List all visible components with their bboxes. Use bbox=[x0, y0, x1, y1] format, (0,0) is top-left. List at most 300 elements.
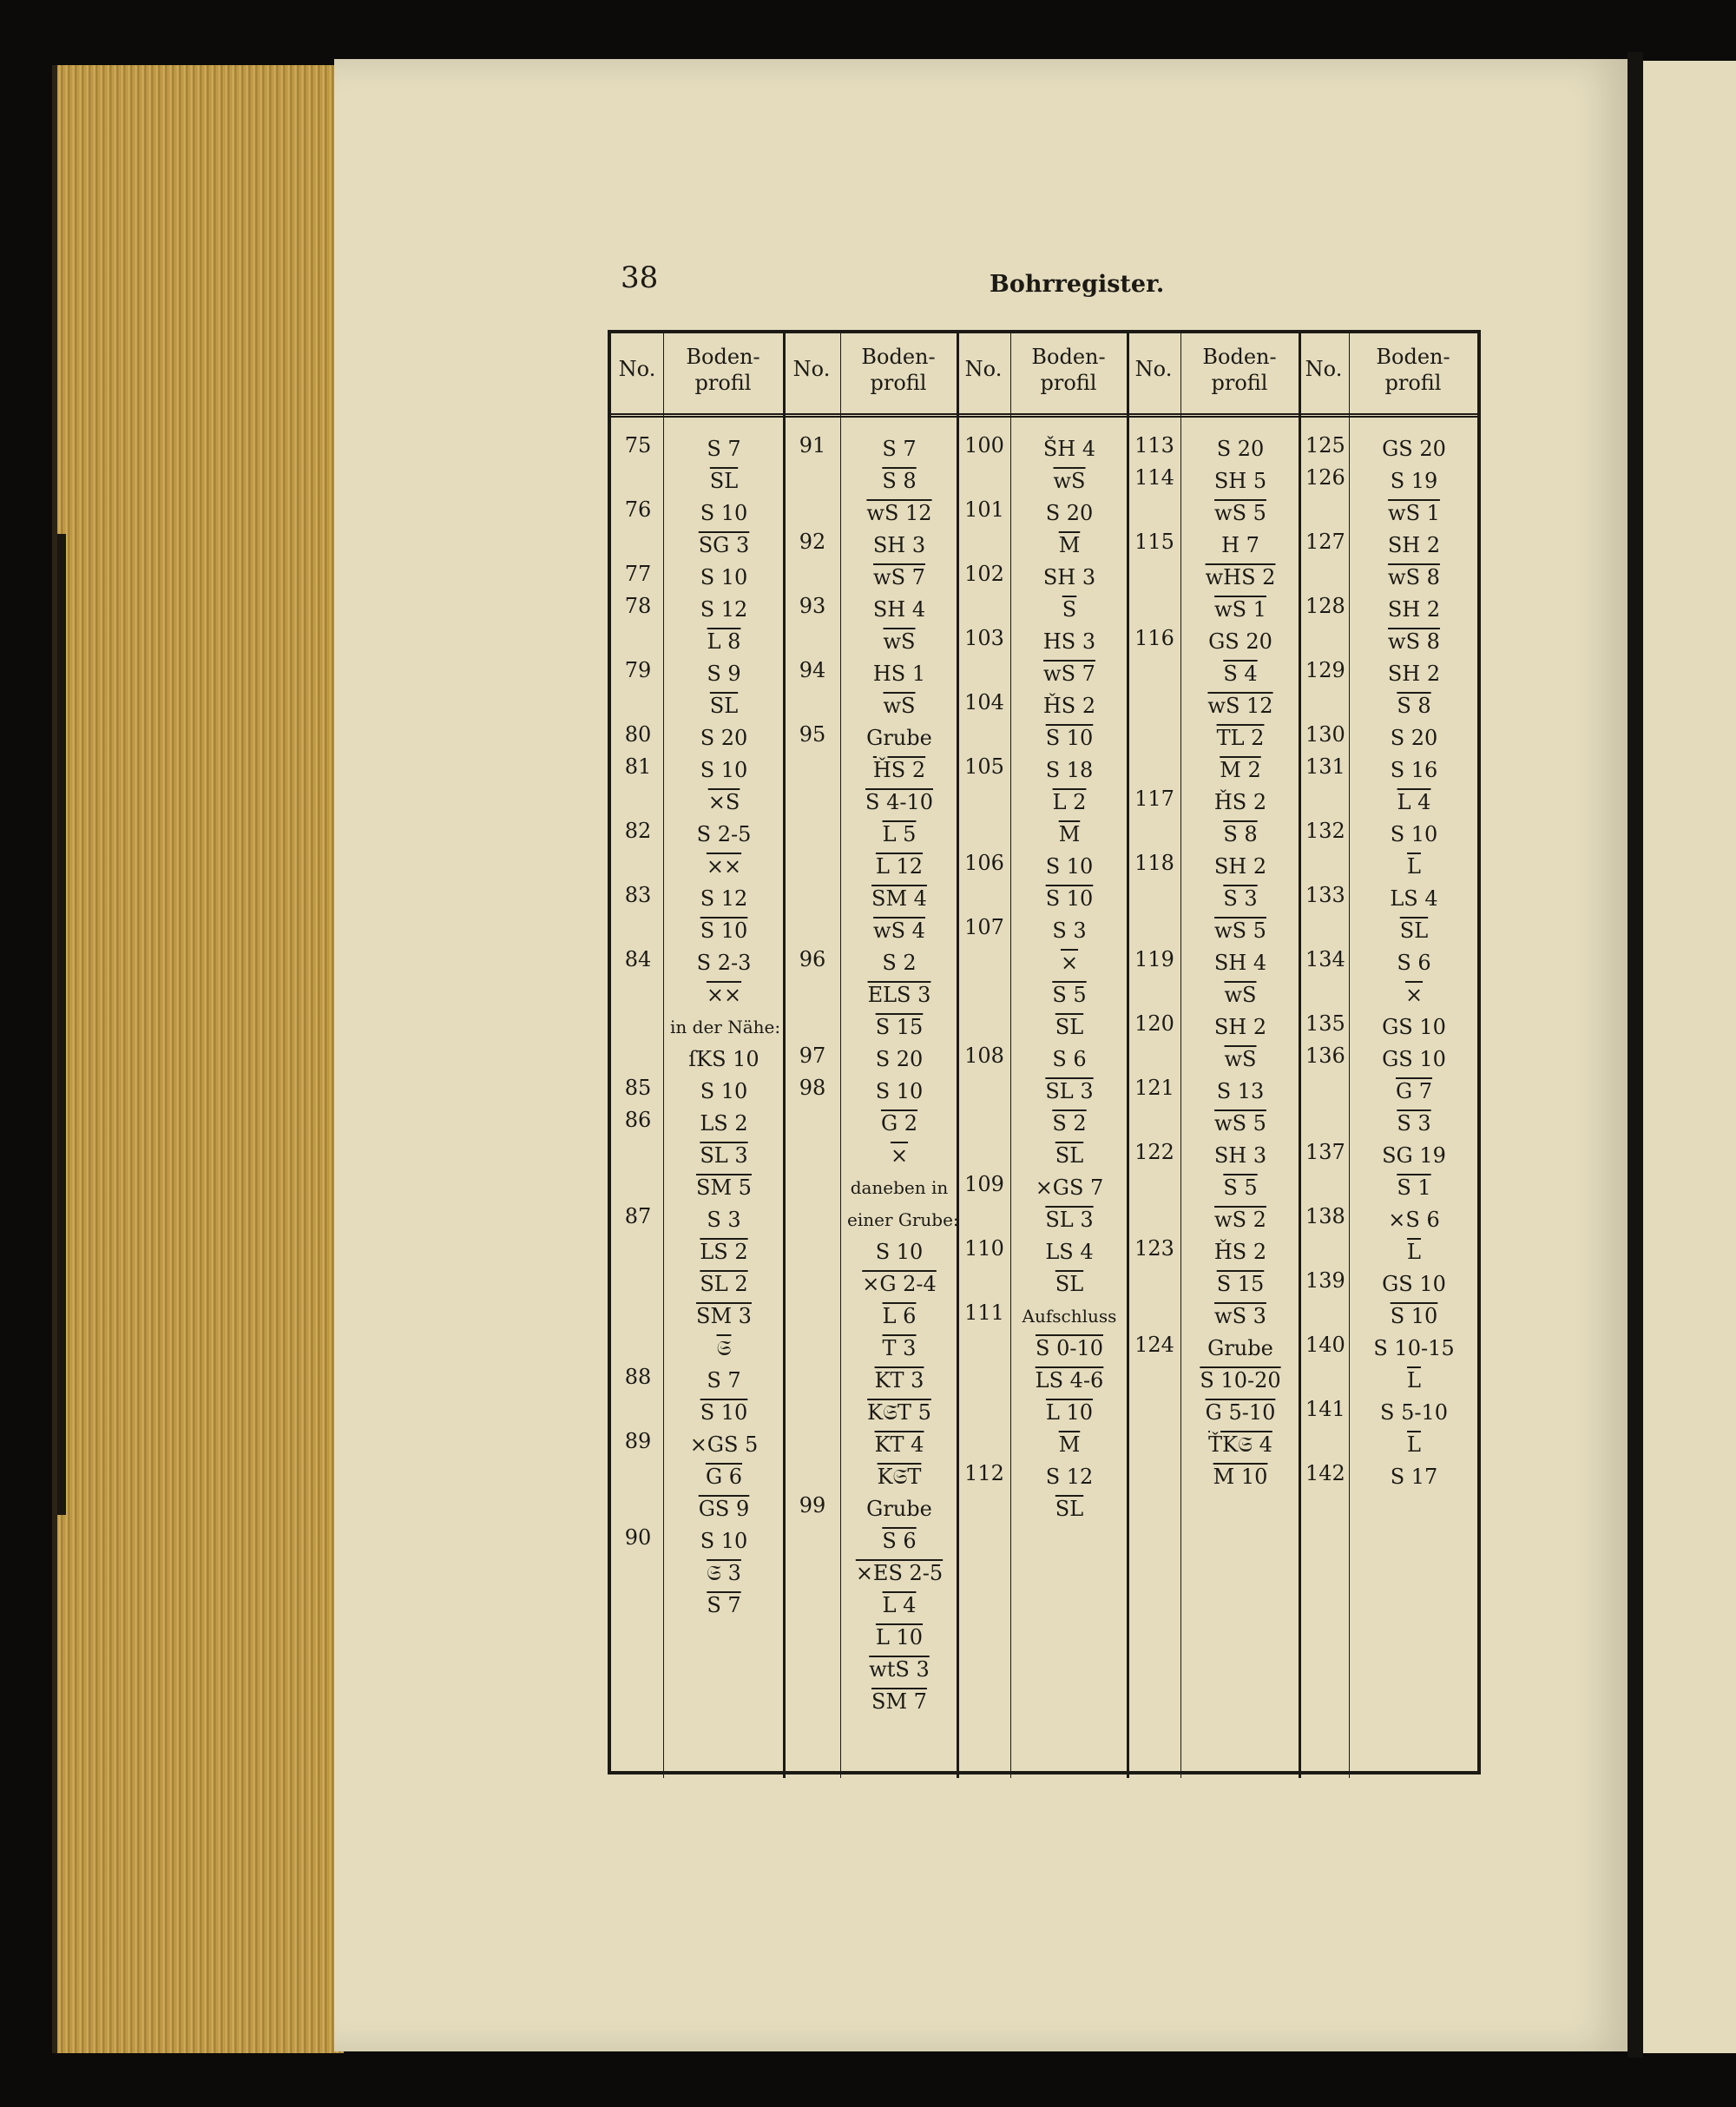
profile-layer: S 15 bbox=[1216, 1272, 1265, 1296]
boring-number: 115 bbox=[1134, 530, 1174, 554]
profile-layer: S 3 bbox=[707, 1208, 741, 1232]
boring-number: 111 bbox=[964, 1300, 1004, 1325]
profile-layer: × bbox=[890, 1143, 909, 1168]
profile-layer: wS 8 bbox=[1388, 629, 1440, 654]
soil-profile bbox=[1356, 433, 1472, 465]
boring-number: 78 bbox=[624, 594, 652, 618]
profile-layer: ×GS 7 bbox=[1035, 1175, 1104, 1200]
profile-layer: S 10-15 bbox=[1373, 1336, 1455, 1360]
boring-number: 136 bbox=[1305, 1044, 1345, 1068]
profile-layer: S 10 bbox=[1390, 1304, 1438, 1328]
boring-number: 95 bbox=[799, 722, 826, 747]
profile-layer: ȞS 2 bbox=[1042, 694, 1096, 718]
soil-profile bbox=[1356, 1268, 1472, 1333]
profile-layer: 𝔖 bbox=[716, 1336, 732, 1360]
profile-layer: GS 20 bbox=[1382, 437, 1446, 461]
profile-layer: LS 4-6 bbox=[1035, 1368, 1104, 1393]
profile-layer: KT 4 bbox=[874, 1432, 924, 1457]
profile-layer: S 5 bbox=[1223, 1175, 1258, 1200]
profile-layer: wS 5 bbox=[1214, 501, 1266, 525]
boring-number: 112 bbox=[964, 1461, 1004, 1485]
profile-layer: $\overline{SL}$ bbox=[1399, 919, 1429, 943]
boring-number: 102 bbox=[964, 562, 1004, 586]
header-no: No. bbox=[618, 357, 656, 381]
soil-profile bbox=[1356, 819, 1472, 883]
profile-layer: ×S 6 bbox=[1388, 1208, 1440, 1232]
profile-layer: S 1 bbox=[1397, 1175, 1431, 1200]
profile-layer: TL 2 bbox=[1216, 726, 1265, 750]
profile-layer: wS 8 bbox=[1388, 565, 1440, 589]
profile-layer: wS 5 bbox=[1214, 1111, 1266, 1136]
profile-layer: ×G 2-4 bbox=[862, 1272, 937, 1296]
profile-layer: S 20 bbox=[700, 726, 748, 750]
profile-layer: $\overline{SL}$ bbox=[1055, 1143, 1084, 1168]
boring-number: 137 bbox=[1305, 1140, 1345, 1164]
profile-layer: S 5 bbox=[1052, 983, 1087, 1007]
profile-layer: wS 2 bbox=[1214, 1208, 1266, 1232]
profile-layer: ȞS 2 bbox=[872, 758, 926, 782]
soil-profile bbox=[1017, 1461, 1121, 1525]
page-number: 38 bbox=[621, 260, 659, 295]
soil-profile bbox=[1356, 1140, 1472, 1204]
soil-profile bbox=[1356, 883, 1472, 947]
soil-profile bbox=[847, 594, 951, 658]
profile-layer: 𝔖 3 bbox=[707, 1561, 741, 1585]
profile-layer: SL 2 bbox=[700, 1272, 748, 1296]
soil-profile bbox=[847, 947, 951, 1044]
profile-layer: SH 2 bbox=[1387, 662, 1441, 686]
soil-profile bbox=[1356, 658, 1472, 722]
boring-number: 92 bbox=[799, 530, 826, 554]
soil-profile bbox=[1356, 1461, 1472, 1493]
profile-layer: L 6 bbox=[882, 1304, 917, 1328]
column-divider bbox=[783, 333, 786, 1778]
profile-layer: SM 4 bbox=[871, 886, 927, 911]
boring-number: 127 bbox=[1305, 530, 1345, 554]
profile-layer: × bbox=[1060, 951, 1079, 975]
profile-layer: LS 2 bbox=[700, 1240, 748, 1264]
profile-layer: SH 4 bbox=[872, 597, 926, 622]
boring-number: 135 bbox=[1305, 1011, 1345, 1036]
boring-number: 108 bbox=[964, 1044, 1004, 1068]
profile-layer: GS 20 bbox=[1208, 629, 1272, 654]
column-divider bbox=[957, 333, 959, 1778]
soil-profile bbox=[1356, 1397, 1472, 1461]
column-divider bbox=[1299, 333, 1301, 1778]
profile-layer: S 17 bbox=[1390, 1465, 1438, 1489]
profile-layer: S 2 bbox=[882, 951, 917, 975]
profile-layer: S 9 bbox=[707, 662, 741, 686]
boring-number: 119 bbox=[1134, 947, 1174, 971]
soil-profile bbox=[1187, 851, 1293, 947]
profile-layer: $\overline{wS}$ bbox=[1224, 1047, 1257, 1071]
soil-profile bbox=[1017, 1300, 1121, 1461]
subcolumn-divider bbox=[1180, 333, 1181, 1778]
profile-layer: S 6 bbox=[1397, 951, 1431, 975]
profile-layer: × bbox=[1404, 983, 1424, 1007]
profile-layer: S 2 bbox=[1052, 1111, 1087, 1136]
profile-layer: S 7 bbox=[882, 437, 917, 461]
profile-layer: KT 3 bbox=[874, 1368, 924, 1393]
soil-profile bbox=[1187, 1011, 1293, 1076]
boring-number: 105 bbox=[964, 754, 1004, 779]
profile-layer: L 10 bbox=[1045, 1400, 1094, 1425]
soil-profile bbox=[1187, 947, 1293, 1011]
profile-layer: S 20 bbox=[1216, 437, 1265, 461]
profile-layer: $\overline{L}$ bbox=[1407, 1432, 1421, 1457]
boring-number: 107 bbox=[964, 915, 1004, 939]
soil-profile bbox=[1017, 497, 1121, 562]
profile-layer: ŠH 4 bbox=[1042, 437, 1096, 461]
profile-layer: daneben in bbox=[850, 1177, 949, 1198]
profile-layer: SG 3 bbox=[698, 533, 750, 557]
boring-number: 100 bbox=[964, 433, 1004, 458]
profile-layer: ȞS 2 bbox=[1213, 790, 1267, 814]
boring-number: 90 bbox=[624, 1525, 652, 1550]
profile-layer: GS 10 bbox=[1382, 1015, 1446, 1039]
profile-layer: $\overline{SL}$ bbox=[1055, 1272, 1084, 1296]
boring-number: 128 bbox=[1305, 594, 1345, 618]
profile-layer: SH 3 bbox=[1042, 565, 1096, 589]
soil-profile bbox=[1017, 562, 1121, 626]
profile-layer: S 2-5 bbox=[696, 822, 752, 846]
soil-profile bbox=[1187, 530, 1293, 626]
boring-number: 86 bbox=[624, 1108, 652, 1132]
soil-profile bbox=[670, 947, 781, 1076]
soil-profile bbox=[847, 722, 951, 947]
soil-profile bbox=[670, 883, 778, 947]
profile-layer: S 10 bbox=[700, 919, 748, 943]
header-bodenprofil: Boden- profil bbox=[1031, 345, 1106, 395]
header-bodenprofil: Boden- profil bbox=[1376, 345, 1450, 395]
profile-layer: S 2-3 bbox=[696, 951, 752, 975]
profile-layer: wS 4 bbox=[873, 919, 925, 943]
boring-number: 79 bbox=[624, 658, 652, 682]
profile-layer: SH 2 bbox=[1213, 1015, 1267, 1039]
soil-profile bbox=[847, 1076, 959, 1493]
boring-number: 114 bbox=[1134, 465, 1174, 490]
soil-profile bbox=[670, 722, 778, 754]
soil-profile bbox=[1017, 626, 1121, 690]
profile-layer: $\overline{M}$ bbox=[1058, 822, 1081, 846]
soil-profile bbox=[1017, 690, 1121, 754]
profile-layer: SH 3 bbox=[872, 533, 926, 557]
boring-number: 91 bbox=[799, 433, 826, 458]
boring-number: 98 bbox=[799, 1076, 826, 1100]
boring-number: 142 bbox=[1305, 1461, 1345, 1485]
header-bodenprofil: Boden- profil bbox=[861, 345, 936, 395]
boring-number: 84 bbox=[624, 947, 652, 971]
boring-number: 87 bbox=[624, 1204, 652, 1228]
profile-layer: wS 1 bbox=[1214, 597, 1266, 622]
profile-layer: S 10 bbox=[700, 1400, 748, 1425]
boring-number: 110 bbox=[964, 1236, 1004, 1261]
subcolumn-divider bbox=[840, 333, 841, 1778]
profile-layer: SH 4 bbox=[1213, 951, 1267, 975]
profile-layer: SH 5 bbox=[1213, 469, 1267, 493]
profile-layer: G 2 bbox=[880, 1111, 918, 1136]
subcolumn-divider bbox=[1010, 333, 1011, 1778]
profile-layer: L 8 bbox=[707, 629, 741, 654]
profile-layer: SL 3 bbox=[700, 1143, 748, 1168]
soil-profile bbox=[1017, 1172, 1121, 1236]
boring-number: 85 bbox=[624, 1076, 652, 1100]
profile-layer: S 7 bbox=[707, 1368, 741, 1393]
soil-profile bbox=[1187, 433, 1293, 465]
boring-number: 129 bbox=[1305, 658, 1345, 682]
profile-layer: ȞS 2 bbox=[1213, 1240, 1267, 1264]
profile-layer: SG 19 bbox=[1382, 1143, 1446, 1168]
profile-layer: ×GS 5 bbox=[689, 1432, 759, 1457]
profile-layer: S 3 bbox=[1223, 886, 1258, 911]
profile-layer: HS 1 bbox=[872, 662, 926, 686]
profile-layer: L 4 bbox=[1397, 790, 1431, 814]
profile-layer: $\overline{SL}$ bbox=[1055, 1015, 1084, 1039]
profile-layer: Aufschluss bbox=[1022, 1306, 1117, 1327]
profile-layer: S 7 bbox=[707, 1593, 741, 1617]
profile-layer: ×× bbox=[706, 854, 742, 879]
boring-number: 120 bbox=[1134, 1011, 1174, 1036]
boring-number: 96 bbox=[799, 947, 826, 971]
boring-number: 109 bbox=[964, 1172, 1004, 1196]
soil-profile bbox=[1356, 1044, 1472, 1140]
soil-profile bbox=[847, 530, 951, 594]
profile-layer: SL 3 bbox=[1045, 1208, 1094, 1232]
soil-profile bbox=[670, 594, 778, 658]
profile-layer: S 18 bbox=[1045, 758, 1094, 782]
profile-layer: GS 9 bbox=[698, 1497, 750, 1521]
subcolumn-divider bbox=[663, 333, 664, 1778]
boring-number: 89 bbox=[624, 1429, 652, 1453]
profile-layer: wS 7 bbox=[873, 565, 925, 589]
soil-profile bbox=[1017, 915, 1121, 1044]
profile-layer: $\overline{L}$ bbox=[1407, 1240, 1421, 1264]
profile-layer: wS 5 bbox=[1214, 919, 1266, 943]
profile-layer: T 3 bbox=[882, 1336, 917, 1360]
soil-profile bbox=[670, 658, 778, 722]
soil-profile bbox=[1356, 530, 1472, 594]
profile-layer: ×S bbox=[707, 790, 740, 814]
boring-number: 76 bbox=[624, 497, 652, 522]
boring-number: 83 bbox=[624, 883, 652, 907]
header-bodenprofil: Boden- profil bbox=[1202, 345, 1277, 395]
profile-layer: S 5-10 bbox=[1380, 1400, 1448, 1425]
profile-layer: S 8 bbox=[882, 469, 917, 493]
profile-layer: S 10 bbox=[700, 1079, 748, 1103]
soil-profile bbox=[1017, 1044, 1121, 1172]
soil-profile bbox=[1187, 787, 1293, 851]
soil-profile bbox=[670, 433, 778, 497]
profile-layer: SH 2 bbox=[1213, 854, 1267, 879]
profile-layer: $\overline{S}$ bbox=[1062, 597, 1077, 622]
boring-number: 106 bbox=[964, 851, 1004, 875]
boring-number: 80 bbox=[624, 722, 652, 747]
profile-layer: S 6 bbox=[882, 1529, 917, 1553]
boring-number: 124 bbox=[1134, 1333, 1174, 1357]
soil-profile bbox=[847, 1044, 951, 1076]
boring-number: 97 bbox=[799, 1044, 826, 1068]
boring-number: 131 bbox=[1305, 754, 1345, 779]
soil-profile bbox=[1187, 626, 1293, 787]
profile-layer: S 10 bbox=[1045, 726, 1094, 750]
profile-layer: wtS 3 bbox=[869, 1657, 930, 1682]
profile-layer: S 8 bbox=[1223, 822, 1258, 846]
boring-number: 101 bbox=[964, 497, 1004, 522]
soil-profile bbox=[1017, 1236, 1121, 1300]
profile-layer: in der Nähe: bbox=[670, 1017, 781, 1037]
soil-profile bbox=[847, 1493, 951, 1718]
profile-layer: Grube bbox=[866, 1497, 932, 1521]
book-page-edges bbox=[52, 65, 344, 2053]
soil-profile bbox=[670, 819, 778, 883]
soil-profile bbox=[670, 1076, 778, 1108]
profile-layer: M 10 bbox=[1213, 1465, 1268, 1489]
profile-layer: ELS 3 bbox=[867, 983, 931, 1007]
boring-number: 94 bbox=[799, 658, 826, 682]
profile-layer: $\overline{SL}$ bbox=[709, 469, 739, 493]
profile-layer: LS 4 bbox=[1390, 886, 1438, 911]
boring-number: 81 bbox=[624, 754, 652, 779]
boring-number: 103 bbox=[964, 626, 1004, 650]
profile-layer: wS 12 bbox=[1207, 694, 1273, 718]
facing-page bbox=[1643, 61, 1736, 2053]
profile-layer: S 6 bbox=[1052, 1047, 1087, 1071]
soil-profile bbox=[1356, 465, 1472, 530]
profile-layer: S 19 bbox=[1390, 469, 1438, 493]
profile-layer: M 2 bbox=[1220, 758, 1261, 782]
profile-layer: SL 3 bbox=[1045, 1079, 1094, 1103]
profile-layer: S 10-20 bbox=[1200, 1368, 1281, 1393]
profile-layer: ſKS 10 bbox=[688, 1047, 760, 1071]
profile-layer: S 10 bbox=[1045, 886, 1094, 911]
profile-layer: L 5 bbox=[882, 822, 917, 846]
soil-profile bbox=[670, 1108, 778, 1204]
profile-layer: S 10 bbox=[875, 1240, 924, 1264]
boring-number: 77 bbox=[624, 562, 652, 586]
boring-number: 93 bbox=[799, 594, 826, 618]
book-gutter bbox=[1628, 52, 1643, 2058]
profile-layer: GS 10 bbox=[1382, 1047, 1446, 1071]
profile-layer: GS 10 bbox=[1382, 1272, 1446, 1296]
soil-profile bbox=[1017, 851, 1121, 915]
soil-profile bbox=[1356, 722, 1472, 754]
soil-profile bbox=[1187, 1236, 1293, 1333]
profile-layer: S 12 bbox=[700, 597, 748, 622]
boring-number: 82 bbox=[624, 819, 652, 843]
soil-profile bbox=[1356, 754, 1472, 819]
profile-layer: S 12 bbox=[700, 886, 748, 911]
profile-layer: S 12 bbox=[1045, 1465, 1094, 1489]
profile-layer: SH 2 bbox=[1387, 597, 1441, 622]
profile-layer: K𝔖T bbox=[877, 1465, 922, 1489]
boring-number: 140 bbox=[1305, 1333, 1345, 1357]
profile-layer: Grube bbox=[866, 726, 932, 750]
soil-profile bbox=[1356, 1204, 1472, 1268]
soil-profile bbox=[1356, 594, 1472, 658]
header-no: No. bbox=[964, 357, 1003, 381]
profile-layer: $\overline{wS}$ bbox=[883, 629, 916, 654]
profile-layer: SM 3 bbox=[696, 1304, 752, 1328]
profile-layer: S 10 bbox=[700, 758, 748, 782]
header-bodenprofil: Boden- profil bbox=[686, 345, 760, 395]
profile-layer: SM 5 bbox=[696, 1175, 752, 1200]
boring-number: 130 bbox=[1305, 722, 1345, 747]
subcolumn-divider bbox=[1349, 333, 1350, 1778]
profile-layer: HS 3 bbox=[1042, 629, 1096, 654]
profile-layer: S 20 bbox=[1390, 726, 1438, 750]
profile-layer: wS 1 bbox=[1388, 501, 1440, 525]
profile-layer: einer Grube: bbox=[847, 1209, 959, 1230]
boring-number: 122 bbox=[1134, 1140, 1174, 1164]
profile-layer: $\overline{M}$ bbox=[1058, 1432, 1081, 1457]
profile-layer: Grube bbox=[1207, 1336, 1273, 1360]
profile-layer: S 3 bbox=[1052, 919, 1087, 943]
profile-layer: S 3 bbox=[1397, 1111, 1431, 1136]
soil-profile bbox=[1356, 1011, 1472, 1044]
profile-layer: G 7 bbox=[1395, 1079, 1433, 1103]
running-title: Bohrregister. bbox=[990, 271, 1165, 298]
profile-layer: K𝔖T 5 bbox=[867, 1400, 931, 1425]
profile-layer: H 7 bbox=[1221, 533, 1259, 557]
profile-layer: L 2 bbox=[1052, 790, 1087, 814]
profile-layer: ×× bbox=[706, 983, 742, 1007]
profile-layer: S 10 bbox=[700, 501, 748, 525]
profile-layer: LS 4 bbox=[1045, 1240, 1094, 1264]
profile-layer: $\overline{wS}$ bbox=[883, 694, 916, 718]
soil-profile bbox=[670, 562, 778, 594]
profile-layer: S 13 bbox=[1216, 1079, 1265, 1103]
profile-layer: S 4-10 bbox=[865, 790, 933, 814]
profile-layer: $\overline{M}$ bbox=[1058, 533, 1081, 557]
profile-layer: S 8 bbox=[1397, 694, 1431, 718]
boring-number: 126 bbox=[1305, 465, 1345, 490]
profile-layer: $\overline{wS}$ bbox=[1053, 469, 1086, 493]
boring-number: 125 bbox=[1305, 433, 1345, 458]
profile-layer: S 15 bbox=[875, 1015, 924, 1039]
boring-number: 104 bbox=[964, 690, 1004, 714]
soil-profile bbox=[670, 1204, 778, 1365]
soil-profile bbox=[847, 433, 951, 530]
soil-profile bbox=[1356, 947, 1472, 1011]
soil-profile bbox=[1187, 1140, 1293, 1236]
boring-number: 121 bbox=[1134, 1076, 1174, 1100]
soil-profile bbox=[670, 1429, 778, 1525]
profile-layer: SH 3 bbox=[1213, 1143, 1267, 1168]
soil-profile bbox=[1187, 1333, 1293, 1493]
boring-number: 133 bbox=[1305, 883, 1345, 907]
profile-layer: SH 2 bbox=[1387, 533, 1441, 557]
profile-layer: L 10 bbox=[875, 1625, 924, 1649]
soil-profile bbox=[847, 658, 951, 722]
profile-layer: SM 7 bbox=[871, 1689, 927, 1714]
profile-layer: S 10 bbox=[875, 1079, 924, 1103]
boring-number: 117 bbox=[1134, 787, 1174, 811]
soil-profile bbox=[1356, 1333, 1472, 1397]
boring-number: 139 bbox=[1305, 1268, 1345, 1293]
boring-number: 134 bbox=[1305, 947, 1345, 971]
profile-layer: S 10 bbox=[700, 565, 748, 589]
soil-profile bbox=[670, 497, 778, 562]
header-no: No. bbox=[1305, 357, 1343, 381]
profile-layer: G 6 bbox=[705, 1465, 743, 1489]
header-no: No. bbox=[792, 357, 831, 381]
boring-number: 88 bbox=[624, 1365, 652, 1389]
soil-profile bbox=[1187, 1076, 1293, 1140]
profile-layer: L 12 bbox=[875, 854, 924, 879]
profile-layer: $\overline{SL}$ bbox=[709, 694, 739, 718]
boring-number: 132 bbox=[1305, 819, 1345, 843]
boring-number: 113 bbox=[1134, 433, 1174, 458]
